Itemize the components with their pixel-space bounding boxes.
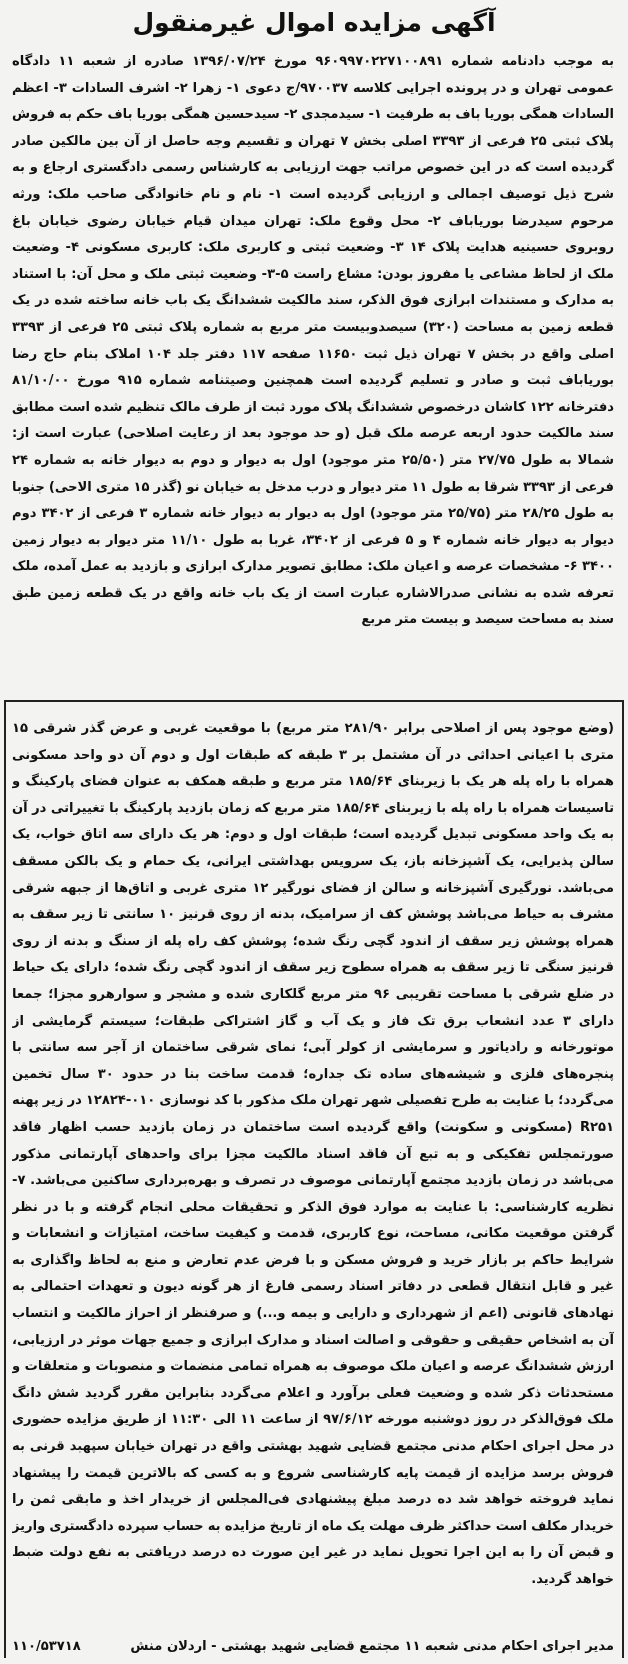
notice-paragraph-2: (وضع موجود پس از اصلاحی برابر ۲۸۱/۹۰ متر مربع) با موقعیت غربی و عرض گذر شرقی ۱۵ متری با اعیانی احداثی در آن مشتمل بر ۳ طبقه که طبقات اول و دوم آن دو واحد مسکونی همراه با راه پله هر یک با زیربنای ۱۸۵/۶۴ متر مربع و طبقه همکف به عنوان فضای پارکینگ و تاسیسات همراه با راه پله با زیربنای ۱۸۵/۶۴ متر مربع که زمان بازدید پارکینگ با تغییراتی در آن به یک واحد مسکونی تبدیل گردیده است؛ طبقات اول و دوم: هر یک دارای سه اتاق خواب، یک سالن پذیرایی، یک آشپزخانه باز، یک سرویس بهداشتی ایرانی، یک حمام و یک بالکن مسقف می‌باشد. نورگیری آشپزخانه و سالن از فضای نورگیر ۱۲ متری غربی و اتاق‌ها از جبهه شرقی مشرف به حیاط می‌باشد پوشش کف از سرامیک، بدنه از روی قرنیز ۱۰ سانتی تا زیر سقف به همراه پوشش زیر سقف از اندود گچی رنگ شده؛ پوشش کف راه پله از سنگ و بدنه از روی قرنیز سنگی تا زیر سقف به همراه سطوح زیر سقف از اندود گچی رنگ شده؛ دارای یک حیاط در ضلع شرقی با مساحت تقریبی ۹۶ متر مربع گلکاری شده و مشجر و سوارهرو مجزا؛ جمعا دارای ۳ عدد انشعاب برق تک فاز و یک آب و گاز اشتراکی طبقات؛ سیستم گرمایشی از موتورخانه و رادیاتور و سرمایشی از کولر آبی؛ نمای شرقی ساختمان از آجر سه سانتی با پنجره‌های فلزی و شیشه‌های ساده تک جداره؛ قدمت ساخت بنا در حدود ۳۰ سال تخمین می‌گردد؛ با عنایت به طرح تفصیلی شهر تهران ملک مذکور با کد نوسازی ۰۱۰-۱۲۸۲۴ در زیر پهنه R۲۵۱ (مسکونی و سکونت) واقع گردیده است ساختمان در زمان بازدید حسب اظهار فاقد صورتمجلس تفکیکی و به تبع آن فاقد اسناد مالکیت مجزا برای واحدهای آپارتمانی مذکور می‌باشد در زمان بازدید مجتمع آپارتمانی موصوف در تصرف و بهره‌برداری ساکنین می‌باشد. ۷- نظریه کارشناسی: با عنایت به موارد فوق الذکر و تحقیقات محلی انجام گرفته و با در نظر گرفتن موقعیت مکانی، مساحت، نوع کاربری، قدمت و کیفیت ساخت، امتیازات و انشعابات و شرایط حاکم بر بازار خرید و فروش مسکن و با فرض عدم تعارض و منع به لحاظ واگذاری به غیر و قابل انتقال قطعی در دفاتر اسناد رسمی فارغ از هر گونه دیون و تعهدات احتمالی به نهادهای قانونی (اعم از شهرداری و دارایی و بیمه و...) و صرفنظر از احراز مالکیت و انتساب آن به اشخاص حقیقی و حقوقی و اصالت اسناد و مدارک ابرازی و جمیع جهات موثر در ارزیابی، ارزش ششدانگ عرصه و اعیان ملک موصوف به همراه تمامی منضمات و منصوبات و متعلقات و مستحدثات ذکر شده و وضعیت فعلی برآورد و اعلام می‌گردد بنابراین مقرر گردید شش دانگ ملک فوق‌الذکر در روز دوشنبه مورخه ۹۷/۶/۱۲ از ساعت ۱۱ الی ۱۱:۳۰ از طریق مزایده حضوری در محل اجرای احکام مدنی مجتمع قضایی شهید بهشتی واقع در تهران خیابان سپهبد قرنی به فروش برسد مزایده از قیمت پایه کارشناسی شروع و به کسی که بالاترین قیمت را پیشنهاد نماید فروخته خواهد شد ده درصد مبلغ پیشنهادی فی‌المجلس از خریدار اخذ و مابقی ثمن را خریدار مکلف است حداکثر ظرف مهلت یک ماه از تاریخ مزایده به حساب سپرده دادگستری واریز و قبض آن را به این اجرا تحویل نماید در غیر این صورت ده درصد دریافتی به نفع دولت ضبط خواهد گردید.: [12, 721, 614, 1587]
notice-footer: [12, 1634, 614, 1660]
footer-signature: مدیر اجرای احکام مدنی شعبه ۱۱ مجتمع قضایی شهید بهشتی - اردلان منش: [130, 1639, 614, 1654]
footer-code: ۱۱۰/۵۳۷۱۸: [12, 1639, 81, 1654]
notice-title: آگهی مزایده اموال غیرمنقول: [132, 8, 496, 37]
notice-paragraph-1: به موجب دادنامه شماره ۹۶۰۹۹۷۰۲۲۷۱۰۰۸۹۱ مورخ ۱۳۹۶/۰۷/۲۴ صادره از شعبه ۱۱ دادگاه عمومی تهران و در پرونده اجرایی کلاسه ۹۷۰۰۳۷/ج دعوی ۱- زهرا ۲- اشرف السادات ۳- اعظم السادات همگی بوریا باف به طرفیت ۱- سیدمجدی ۲- سیدحسین همگی بوریا باف حکم به فروش پلاک ثبتی ۲۵ فرعی از ۳۳۹۳ اصلی بخش ۷ تهران و تقسیم وجه حاصل از آن بین مالکین صادر گردیده است که در این خصوص مراتب جهت ارزیابی به کارشناس رسمی دادگستری ارجاع و به شرح ذیل توصیف اجمالی و ارزیابی گردیده است ۱- نام و نام خانوادگی صاحب ملک: ورثه مرحوم سیدرضا بوریاباف ۲- محل وقوع ملک: تهران میدان قیام خیابان رضوی خیابان باغ روبروی حسینیه هدایت پلاک ۱۴ ۳- وضعیت ثبتی و کاربری ملک: کاربری مسکونی ۴- وضعیت ملک از لحاظ مشاعی یا مفروز بودن: مشاع راست ۵-۳- وضعیت ثبتی ملک و محل آن: با استناد به مدارک و مستندات ابرازی فوق الذکر، سند مالکیت ششدانگ یک باب خانه ساخته شده در یک قطعه زمین به مساحت (۳۲۰) سیصدوبیست متر مربع به شماره پلاک ثبتی ۲۵ فرعی از ۳۳۹۳ اصلی واقع در بخش ۷ تهران ذیل ثبت ۱۱۶۵۰ صفحه ۱۱۷ دفتر جلد ۱۰۴ املاک بنام حاج رضا بوریاباف ثبت و صادر و تسلیم گردیده است همچنین وصیتنامه شماره ۹۱۵ مورخ ۸۱/۱۰/۰۰ دفترخانه ۱۲۲ کاشان درخصوص ششدانگ پلاک مورد ثبت از طرف مالک تنظیم شده است مطابق سند مالکیت حدود اربعه عرصه ملک قبل (و حد موجود بعد از رعایت اصلاحی) عبارت است از: شمالا به طول ۲۷/۷۵ متر (۲۵/۵۰ متر موجود) اول به دیوار و دوم به دیوار خانه به شماره ۲۴ فرعی از ۳۳۹۳ شرقا به طول ۱۱ متر دیوار و درب مدخل به خیابان نو (گذر ۱۵ متری الاحی) جنوبا به طول ۲۸/۲۵ متر (۲۵/۷۵ متر موجود) اول به دیوار به دیوار خانه شماره ۳ فرعی از ۳۴۰۲ دوم دیوار به دیوار خانه شماره ۴ و ۵ فرعی از ۳۴۰۲، غربا به طول ۱۱/۱۰ متر دیوار به دیوار زمین ۳۴۰۰ ۶- مشخصات عرصه و اعیان ملک: مطابق تصویر مدارک ابرازی و بازدید به عمل آمده، ملک تعرفه شده به نشانی صدرالاشاره عبارت است از یک باب خانه واقع در یک قطعه زمین طبق سند به مساحت سیصد و بیست متر مربع: [12, 54, 614, 628]
